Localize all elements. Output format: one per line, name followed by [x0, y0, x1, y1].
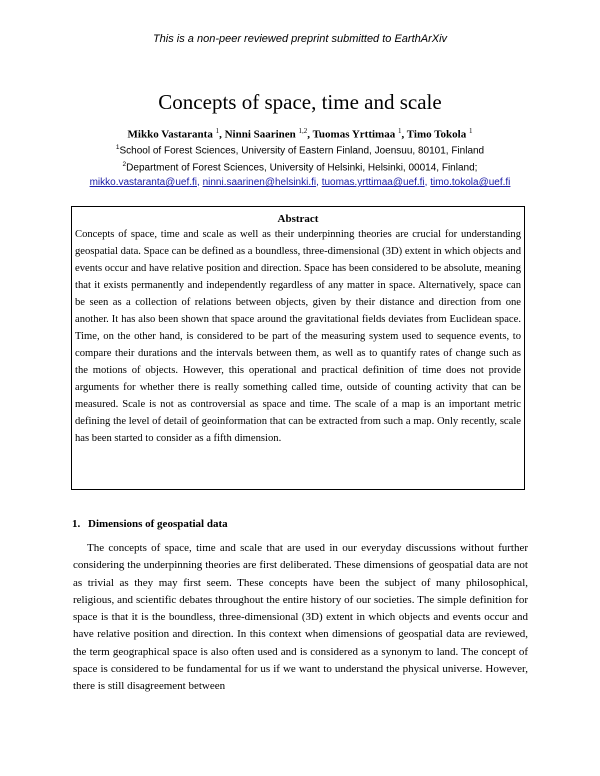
email-link[interactable]: ninni.saarinen@helsinki.fi	[202, 177, 317, 188]
author-list: Mikko Vastaranta $^1$, Ninni Saarinen $^{1,2}$, Tuomas Yrttimaa $^1$, Timo Tokola $^1$	[127, 127, 473, 141]
email-link[interactable]: tuomas.yrttimaa@uef.fi	[321, 177, 425, 188]
section-body-text: The concepts of space, time and scale that are used in our everyday discussions without further considering the underpinning theories are first deliberated. These dimensions of geospatial data are not as trivial as they may first seem. These concepts have been the subject of many philosophical, religious, and scientific debates throughout the entire history of our societies. The simple definition for space is that it is the boundless, three-dimensional (3D) extent in which objects and events occur and have relative position and direction. In this context when dimensions of geospatial data are reviewed, the term geographical space is also often used and is considered as a synonym to land. The concept of space is considered to be fundamental for us if we want to understand the physical universe. However, there is still disagreement between	[73, 542, 528, 693]
preprint-notice: This is a non-peer reviewed preprint submitted to EarthArXiv	[152, 33, 448, 45]
section-heading	[72, 518, 228, 530]
section-title: Dimensions of geospatial data	[88, 518, 228, 530]
email-list: mikko.vastaranta@uef.fi, ninni.saarinen@helsinki.fi, tuomas.yrttimaa@uef.fi, timo.tokola@uef.fi	[89, 177, 511, 188]
author-name: Mikko Vastaranta	[127, 128, 213, 141]
paper-title: Concepts of space, time and scale	[158, 90, 442, 114]
author-affiliation-marker: 1	[215, 127, 220, 135]
author-name: Timo Tokola	[406, 128, 467, 141]
abstract-heading: Abstract	[277, 213, 319, 225]
abstract-box	[71, 206, 525, 490]
affiliation-marker: 1	[115, 144, 120, 151]
author-affiliation-marker: 1	[468, 127, 473, 135]
author-affiliation-marker: 1,2	[298, 127, 308, 135]
affiliation-text: School of Forest Sciences, University of Eastern Finland, Joensuu, 80101, Finland	[119, 145, 485, 157]
affiliation-text: Department of Forest Sciences, University of Helsinki, Helsinki, 00014, Finland;	[126, 162, 478, 174]
author-affiliation-marker: 1	[397, 127, 402, 135]
section-number: 1.	[72, 518, 81, 530]
affiliation	[0, 161, 600, 173]
affiliation-marker: 2	[122, 161, 127, 168]
email-link[interactable]: mikko.vastaranta@uef.fi	[89, 177, 198, 188]
email-link[interactable]: timo.tokola@uef.fi	[430, 177, 511, 188]
author-name: Ninni Saarinen	[224, 128, 296, 141]
affiliation	[0, 144, 600, 156]
author-name: Tuomas Yrttimaa	[312, 128, 396, 141]
abstract-text: Concepts of space, time and scale as well as their underpinning theories are crucial for understanding geospatial data. Space can be defined as a boundless, three-dimensional (3D) extent in which objects and events occur and have relative position and direction. Space has been considered to be absolute, meaning that it exists permanently and independently regardless of any matter in space. Alternatively, space can be seen as a collection of relations between objects, given by their distance and direction from one another. It has also been shown that space around the gravitational fields deviates from Euclidean space. Time, on the other hand, is considered to be part of the measuring system used to sequence events, to compare their durations and the intervals between them, as well as to quantify rates of change such as the motions of objects. However, this operational and practical definition of time does not provide arguments for whether there is really something called time, outside of counting activity that can be measured. Scale is not as controversial as space and time. The scale of a map is an important metric defining the level of detail of geoinformation that can be extracted from such a map. Only recently, scale has been started to consider as a fifth dimension.	[75, 229, 521, 444]
